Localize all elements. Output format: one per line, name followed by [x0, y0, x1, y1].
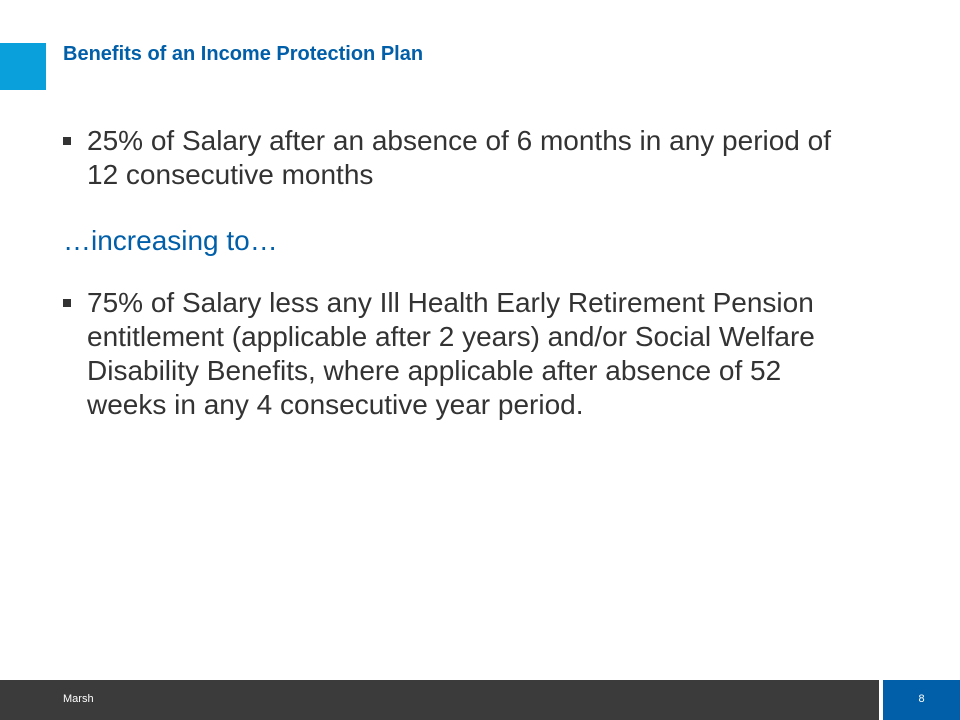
- square-bullet-icon: [63, 137, 71, 145]
- connector-text: …increasing to…: [63, 225, 278, 256]
- page-number: 8: [918, 693, 925, 705]
- slide-title: Benefits of an Income Protection Plan: [63, 43, 424, 65]
- bullet-item: [63, 286, 833, 422]
- footer-bar: [0, 680, 879, 720]
- accent-square: [0, 43, 46, 90]
- square-bullet-icon: [63, 299, 71, 307]
- bullet-item: [63, 124, 833, 192]
- bullet-text: 25% of Salary after an absence of 6 months in any period of 12 consecutive months: [87, 125, 832, 190]
- footer-label: Marsh: [63, 693, 94, 705]
- bullet-text: 75% of Salary less any Ill Health Early Retirement Pension entitlement (applicable after 2 years) and/or Social Welfare Disability Benefits, where applicable after absence of 52 weeks in any 4 consecutive year period.: [87, 287, 815, 420]
